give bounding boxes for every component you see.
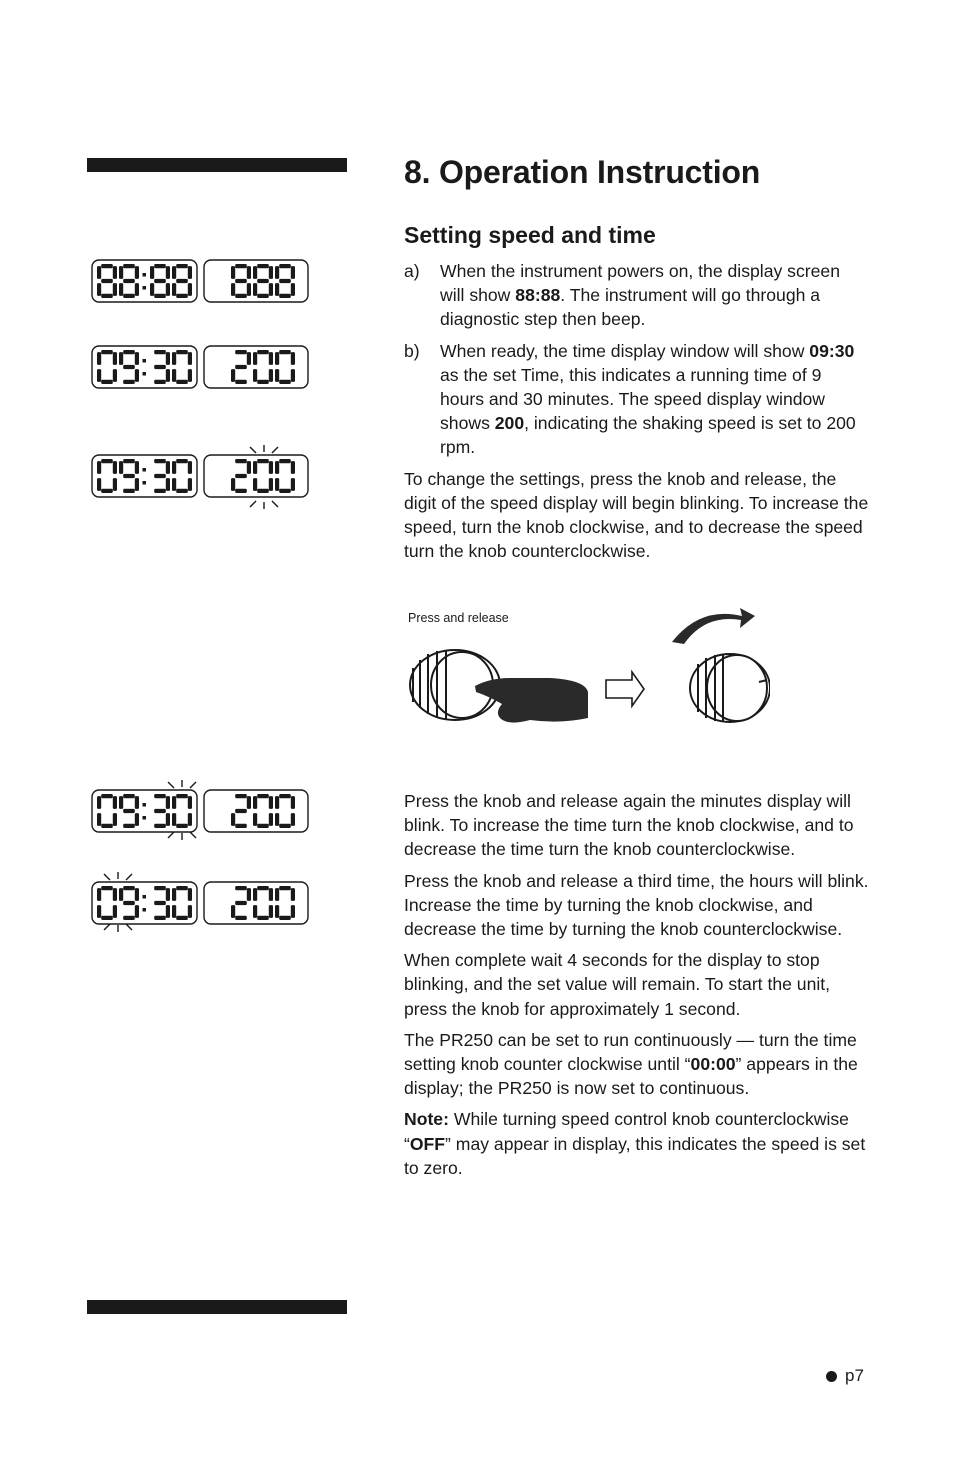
lcd-digit xyxy=(275,459,295,493)
blink-indicator-icon xyxy=(168,780,196,840)
bullet-icon xyxy=(826,1371,837,1382)
lcd-digit xyxy=(172,794,192,828)
step-a-marker: a) xyxy=(404,261,420,281)
display-value-200: 200 xyxy=(494,413,525,434)
colon-dot-top xyxy=(143,273,147,277)
lcd-digit xyxy=(231,459,251,493)
lcd-digit xyxy=(253,886,273,920)
lcd-digit xyxy=(275,794,295,828)
colon-dot-bottom xyxy=(143,908,147,912)
lcd-digit xyxy=(253,350,273,384)
lcd-digit xyxy=(154,886,170,920)
colon-dot-top xyxy=(143,803,147,807)
lcd-digit xyxy=(275,886,295,920)
lcd-digit xyxy=(150,264,170,298)
next-step-arrow-icon xyxy=(606,672,644,706)
top-rule xyxy=(87,158,347,172)
display-value-0930: 09:30 xyxy=(809,340,855,361)
lcd-digit xyxy=(97,264,117,298)
colon-dot-bottom xyxy=(143,816,147,820)
clockwise-rotation-arrow-icon xyxy=(672,608,755,644)
lcd-digit xyxy=(119,459,139,493)
lcd-digit xyxy=(97,886,117,920)
display-value-0000: 00:00 xyxy=(690,1054,736,1075)
lcd-display-speed-blinking xyxy=(88,443,313,509)
lcd-digit xyxy=(119,794,139,828)
lcd-display-hours-blinking xyxy=(88,870,313,936)
lcd-digit xyxy=(154,350,170,384)
lcd-digit xyxy=(231,886,251,920)
lcd-digit xyxy=(119,886,139,920)
lcd-digit xyxy=(231,350,251,384)
lcd-digit xyxy=(97,794,117,828)
lcd-digit xyxy=(119,264,139,298)
step-a: a) When the instrument powers on, the display screen will show 88:88. The instrument will go through a diagnostic step then beep. xyxy=(404,261,840,330)
lcd-display-minutes-blinking xyxy=(88,778,313,844)
lcd-digit xyxy=(154,459,170,493)
lcd-digit xyxy=(172,886,192,920)
step-b: b) When ready, the time display window will show 09:30 as the set Time, this indicates a running time of 9 hours and 30 minutes. The speed display window shows 200, indicating the shaking speed is set to 200 rpm. xyxy=(404,340,856,458)
colon-dot-top xyxy=(143,468,147,472)
paragraph-minutes: Press the knob and release again the minutes display will blink. To increase the time turn the knob clockwise, and to decrease the time turn the knob counterclockwise. xyxy=(404,791,854,860)
lcd-display-ready xyxy=(88,334,313,400)
lcd-digit xyxy=(253,459,273,493)
lcd-digit xyxy=(172,264,192,298)
lcd-digit xyxy=(119,350,139,384)
lcd-digit xyxy=(275,350,295,384)
display-value-8888: 88:88 xyxy=(515,285,561,306)
paragraph-hours: Press the knob and release a third time, the hours will blink. Increase the time by turning the knob clockwise, and decrease the time by turning the knob counterclockwise. xyxy=(404,870,869,940)
lcd-display-diagnostic xyxy=(88,248,313,314)
knob-turn-icon xyxy=(690,654,770,722)
lcd-digit xyxy=(172,350,192,384)
colon-dot-top xyxy=(143,895,147,899)
colon-dot-bottom xyxy=(143,372,147,376)
lcd-digit xyxy=(154,794,170,828)
section-title: 8. Operation Instruction xyxy=(404,154,761,190)
lcd-digit xyxy=(231,794,251,828)
lcd-digit xyxy=(97,459,117,493)
lcd-digit xyxy=(275,264,295,298)
step-b-marker: b) xyxy=(404,340,420,361)
paragraph-change-settings: To change the settings, press the knob and release, the digit of the speed display will begin blinking. To increase the speed, turn the knob clockwise, and to decrease the speed turn the knob counterclockwise. xyxy=(404,468,869,562)
hand-icon xyxy=(475,678,588,723)
paragraph-complete: When complete wait 4 seconds for the display to stop blinking, and the set value will remain. To start the unit, press the knob for approximately 1 second. xyxy=(404,950,831,1019)
colon-dot-bottom xyxy=(143,286,147,290)
lcd-digit xyxy=(172,459,192,493)
figure-label: Press and release xyxy=(408,611,509,625)
lcd-digit xyxy=(253,794,273,828)
subsection-title: Setting speed and time xyxy=(404,222,656,248)
note-paragraph: Note: While turning speed control knob counterclockwise “OFF” may appear in display, this indicates the speed is set to zero. xyxy=(404,1109,866,1178)
lcd-digit xyxy=(231,264,251,298)
note-label: Note: xyxy=(404,1109,449,1130)
display-value-off: OFF xyxy=(409,1133,446,1154)
knob-press-release-figure xyxy=(400,600,770,735)
colon-dot-top xyxy=(143,359,147,363)
lcd-digit xyxy=(253,264,273,298)
paragraph-continuous: The PR250 can be set to run continuously — turn the time setting knob counter clockwise until “00:00” appears in the display; the PR250 is now set to continuous. xyxy=(404,1029,858,1099)
page-number: p7 xyxy=(826,1366,864,1386)
colon-dot-bottom xyxy=(143,481,147,485)
instructions-top xyxy=(404,259,869,570)
lcd-digit xyxy=(97,350,117,384)
instructions-bottom xyxy=(404,789,869,1187)
bottom-rule xyxy=(87,1300,347,1314)
